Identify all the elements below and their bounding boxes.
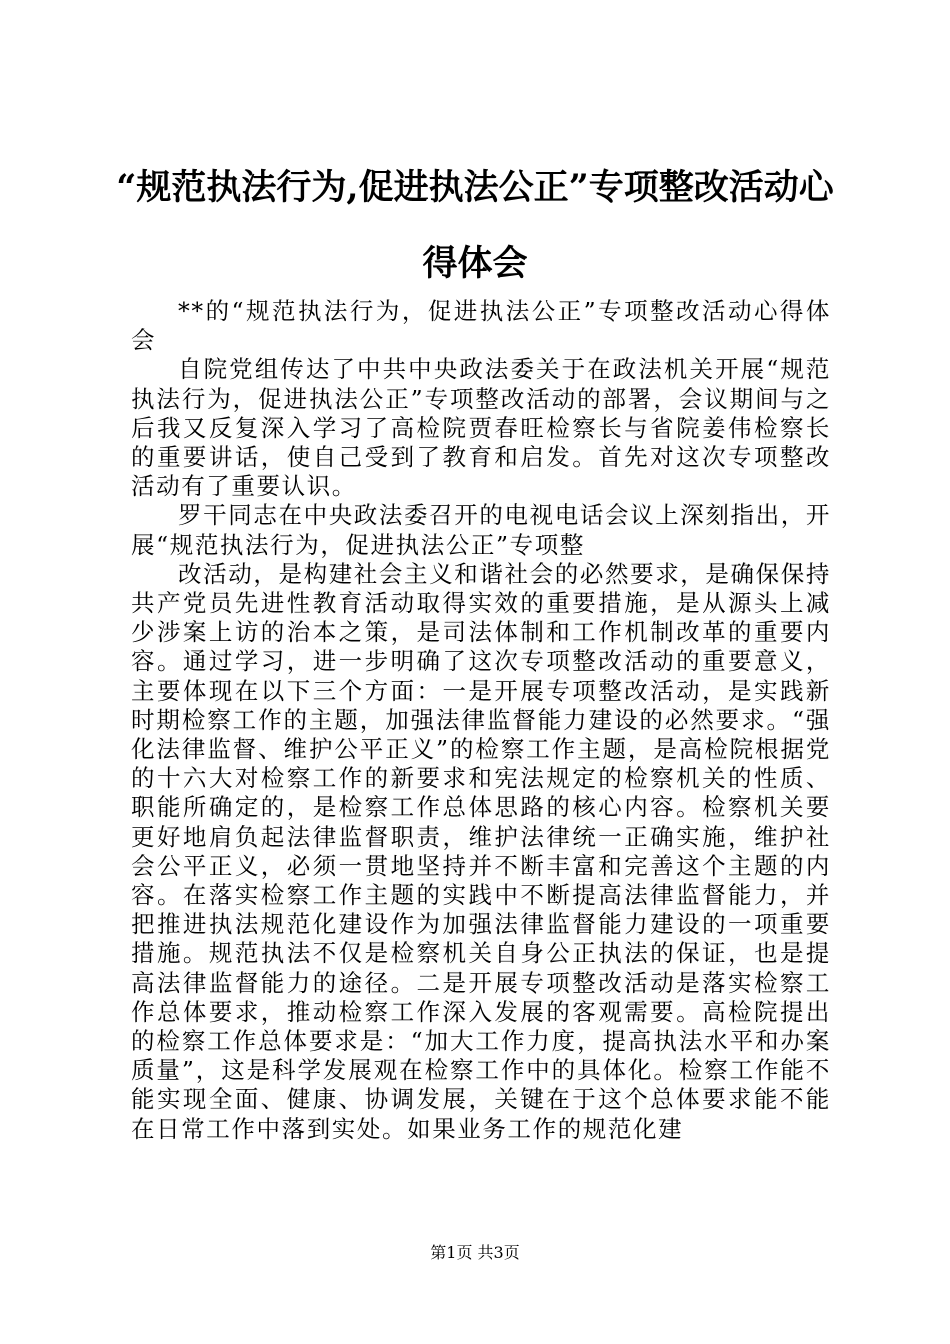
document-body xyxy=(131,297,831,1144)
page-number: 第1页 共3页 xyxy=(430,1243,520,1262)
document-title: “规范执法行为,促进执法公正”专项整改活动心得体会 xyxy=(116,167,834,284)
paragraph: 自院党组传达了中共中央政法委关于在政法机关开展“规范执法行为，促进执法公正”专项整改活动的部署，会议期间与之后我又反复深入学习了高检院贾春旺检察长与省院姜伟检察长的重要讲话，使自己受到了教育和启发。首先对这次专项整改活动有了重要认识。 xyxy=(131,355,831,501)
paragraph: 罗干同志在中央政法委召开的电视电话会议上深刻指出，开展“规范执法行为，促进执法公正”专项整 xyxy=(131,501,831,559)
paragraph-subtitle: **的“规范执法行为，促进执法公正”专项整改活动心得体会 xyxy=(131,297,831,355)
paragraph: 改活动，是构建社会主义和谐社会的必然要求，是确保保持共产党员先进性教育活动取得实效的重要措施，是从源头上减少涉案上访的治本之策，是司法体制和工作机制改革的重要内容。通过学习，进一步明确了这次专项整改活动的重要意义，主要体现在以下三个方面：一是开展专项整改活动，是实践新时期检察工作的主题，加强法律监督能力建设的必然要求。“强化法律监督、维护公平正义”的检察工作主题，是高检院根据党的十六大对检察工作的新要求和宪法规定的检察机关的性质、职能所确定的，是检察工作总体思路的核心内容。检察机关要更好地肩负起法律监督职责，维护法律统一正确实施，维护社会公平正义，必须一贯地坚持并不断丰富和完善这个主题的内容。在落实检察工作主题的实践中不断提高法律监督能力，并把推进执法规范化建设作为加强法律监督能力建设的一项重要措施。规范执法不仅是检察机关自身公正执法的保证，也是提高法律监督能力的途径。二是开展专项整改活动是落实检察工作总体要求，推动检察工作深入发展的客观需要。高检院提出的检察工作总体要求是：“加大工作力度，提高执法水平和办案质量”，这是科学发展观在检察工作中的具体化。检察工作能不能实现全面、健康、协调发展，关键在于这个总体要求能不能在日常工作中落到实处。如果业务工作的规范化建 xyxy=(131,559,831,1143)
